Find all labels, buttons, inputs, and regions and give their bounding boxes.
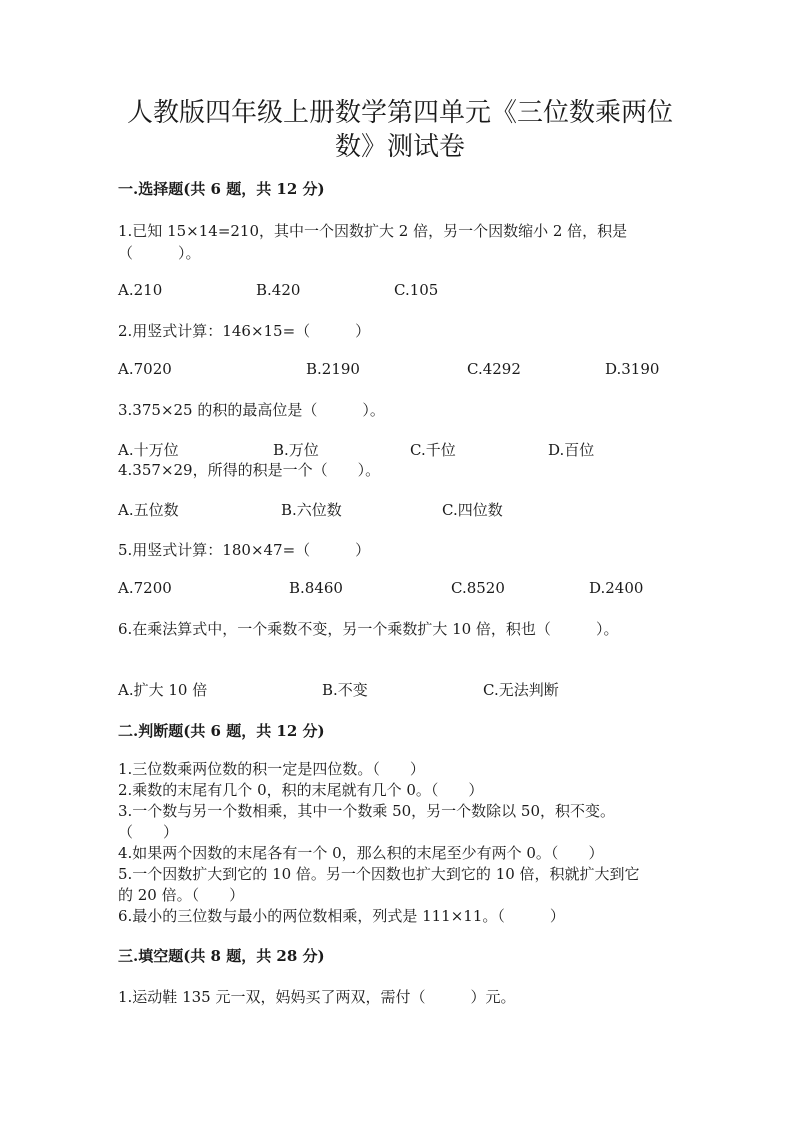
- question-4-option-a: A.五位数: [118, 501, 179, 519]
- question-2-option-a: A.7020: [118, 360, 172, 378]
- question-5-option-b: B.8460: [289, 579, 343, 597]
- question-6-option-c: C.无法判断: [483, 681, 559, 699]
- question-3-option-b: B.万位: [273, 441, 319, 459]
- question-2-option-d: D.3190: [605, 360, 660, 378]
- document-title-line1: 人教版四年级上册数学第四单元《三位数乘两位: [126, 98, 673, 128]
- question-1-option-a: A.210: [118, 281, 163, 299]
- question-6-text: 6.在乘法算式中，一个乘数不变，另一个乘数扩大 10 倍，积也（ ）。: [118, 620, 619, 638]
- question-3-option-c: C.千位: [410, 441, 456, 459]
- question-3-option-a: A.十万位: [118, 441, 179, 459]
- judgment-item-5: 5.一个因数扩大到它的 10 倍。另一个因数也扩大到它的 10 倍，积就扩大到它: [118, 865, 640, 883]
- question-1-option-c: C.105: [394, 281, 439, 299]
- question-4-option-c: C.四位数: [442, 501, 503, 519]
- question-3-option-d: D.百位: [548, 441, 595, 459]
- judgment-item-3-cont: （ ）: [118, 823, 179, 841]
- question-4-option-b: B.六位数: [281, 501, 342, 519]
- question-5-option-d: D.2400: [589, 579, 644, 597]
- question-4-text: 4.357×29，所得的积是一个（ ）。: [118, 461, 381, 479]
- question-5-text: 5.用竖式计算：180×47=（ ）: [118, 541, 371, 559]
- judgment-item-2: 2.乘数的末尾有几个 0，积的末尾就有几个 0。（ ）: [118, 781, 484, 799]
- question-1-option-b: B.420: [256, 281, 301, 299]
- question-3-text: 3.375×25 的积的最高位是（ ）。: [118, 401, 385, 419]
- judgment-item-4: 4.如果两个因数的末尾各有一个 0，那么积的末尾至少有两个 0。（ ）: [118, 844, 604, 862]
- judgment-item-3: 3.一个数与另一个数相乘，其中一个数乘 50，另一个数除以 50，积不变。: [118, 802, 616, 820]
- question-1-text-cont: （ ）。: [118, 244, 201, 262]
- question-1-text: 1.已知 15×14=210，其中一个因数扩大 2 倍，另一个因数缩小 2 倍，积是: [118, 222, 628, 240]
- question-5-option-c: C.8520: [451, 579, 505, 597]
- judgment-item-1: 1.三位数乘两位数的积一定是四位数。（ ）: [118, 760, 425, 778]
- document-title-line2: 数》测试卷: [334, 132, 465, 162]
- question-6-option-b: B.不变: [322, 681, 368, 699]
- section-heading-choice: 一.选择题(共 6 题，共 12 分): [118, 180, 325, 198]
- question-5-option-a: A.7200: [118, 579, 172, 597]
- question-6-option-a: A.扩大 10 倍: [118, 681, 208, 699]
- judgment-item-5-cont: 的 20 倍。（ ）: [118, 886, 245, 904]
- fill-question-1: 1.运动鞋 135 元一双，妈妈买了两双，需付（ ）元。: [118, 988, 516, 1006]
- question-2-option-b: B.2190: [306, 360, 360, 378]
- question-2-text: 2.用竖式计算：146×15=（ ）: [118, 322, 371, 340]
- question-2-option-c: C.4292: [467, 360, 521, 378]
- section-heading-fill: 三.填空题(共 8 题，共 28 分): [118, 947, 325, 965]
- section-heading-judgment: 二.判断题(共 6 题，共 12 分): [118, 722, 325, 740]
- judgment-item-6: 6.最小的三位数与最小的两位数相乘，列式是 111×11。（ ）: [118, 907, 565, 925]
